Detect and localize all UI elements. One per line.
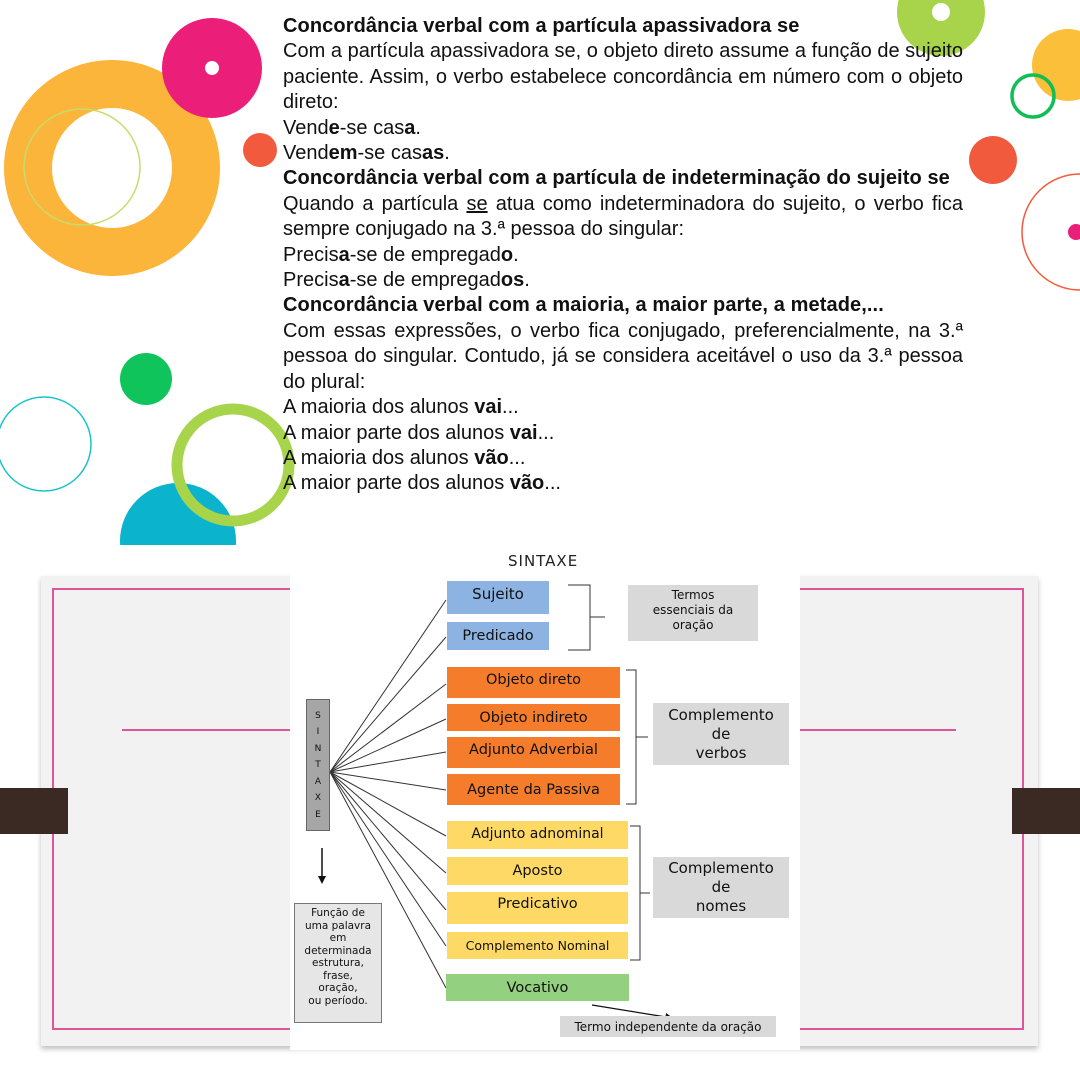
definition-box: Função de uma palavra em determinada estrutura, frase, oração, ou período. xyxy=(294,903,382,1023)
example-7: A maioria dos alunos vão... xyxy=(283,446,526,469)
heading-indeterminacao: Concordância verbal com a partícula de indeterminação do sujeito se xyxy=(283,167,950,190)
heading-apassivadora: Concordância verbal com a partícula apassivadora se xyxy=(283,15,800,37)
box-agente-passiva: Agente da Passiva xyxy=(447,774,620,805)
box-adjunto-adnominal: Adjunto adnominal xyxy=(447,821,628,849)
box-aposto: Aposto xyxy=(447,857,628,885)
example-1: Vende-se casa. xyxy=(283,116,421,139)
box-objeto-indireto: Objeto indireto xyxy=(447,704,620,731)
box-objeto-direto: Objeto direto xyxy=(447,667,620,698)
letter: T xyxy=(315,760,321,770)
letter: N xyxy=(314,743,322,754)
example-5: A maioria dos alunos vai... xyxy=(283,396,519,419)
example-6: A maior parte dos alunos vai... xyxy=(283,421,555,444)
example-4: Precisa-se de empregados. xyxy=(283,269,530,292)
example-2: Vendem-se casas. xyxy=(283,142,450,165)
box-predicativo: Predicativo xyxy=(447,892,628,924)
letter: I xyxy=(316,727,320,737)
sintaxe-vertical-box xyxy=(306,699,330,831)
example-3: Precisa-se de empregado. xyxy=(283,243,519,266)
heading-maioria: Concordância verbal com a maioria, a maior parte, a metade,... xyxy=(283,294,884,317)
label-complemento-nomes: Complemento de nomes xyxy=(653,857,789,918)
letter: X xyxy=(314,793,322,803)
box-predicado: Predicado xyxy=(447,622,549,650)
label-termos-essenciais: Termos essenciais da oração xyxy=(628,585,758,641)
diagram-title: SINTAXE xyxy=(508,552,579,570)
example-8: A maior parte dos alunos vão... xyxy=(283,472,561,495)
paragraph-indeterminacao: Quando a partícula se atua como indeterminadora do sujeito, o verbo fica sempre conjugado na 3.ª pessoa do singular: xyxy=(283,192,963,241)
paragraph-maioria: Com essas expressões, o verbo fica conjugado, preferencialmente, na 3.ª pessoa do singular. Contudo, já se considera aceitável o uso da 3.ª pessoa do plural: xyxy=(283,319,963,393)
letter: E xyxy=(315,809,321,820)
letter: S xyxy=(315,710,321,721)
box-vocativo: Vocativo xyxy=(446,974,629,1001)
box-adjunto-adverbial: Adjunto Adverbial xyxy=(447,737,620,768)
paragraph-apassivadora: Com a partícula apassivadora se, o objeto direto assume a função de sujeito paciente. Assim, o verbo estabelece concordância em número com o objeto direto: xyxy=(283,40,963,114)
label-complemento-verbos: Complemento de verbos xyxy=(653,703,789,765)
box-sujeito: Sujeito xyxy=(447,581,549,614)
label-termo-independente: Termo independente da oração xyxy=(560,1016,776,1037)
letter: A xyxy=(314,776,322,787)
box-complemento-nominal: Complemento Nominal xyxy=(447,932,628,959)
